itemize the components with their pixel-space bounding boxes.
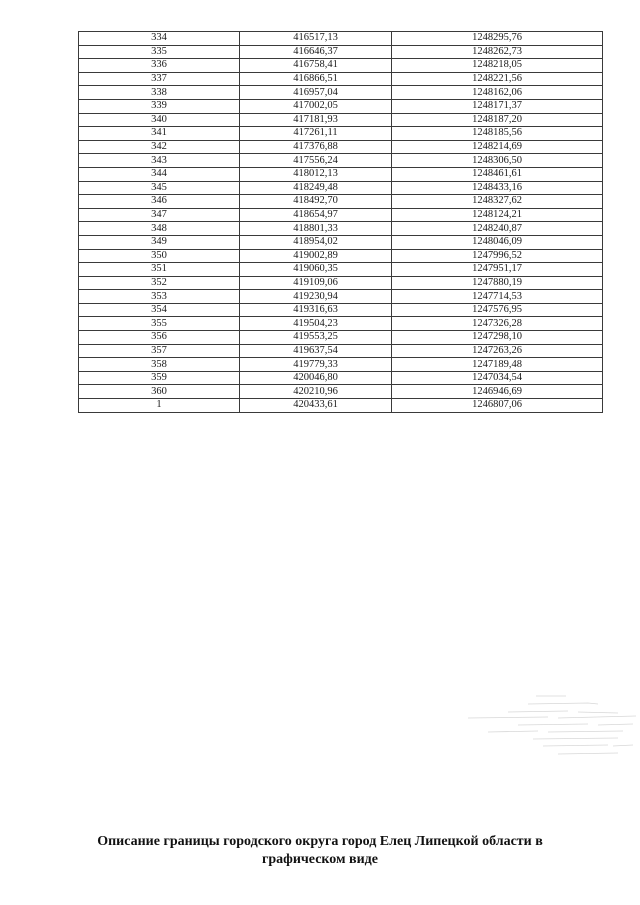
x-coordinate-cell: 419316,63 xyxy=(240,303,392,317)
x-coordinate-cell: 419637,54 xyxy=(240,344,392,358)
x-coordinate-cell: 416957,04 xyxy=(240,86,392,100)
y-coordinate-cell: 1248171,37 xyxy=(392,99,603,113)
table-row xyxy=(79,72,603,86)
point-number-cell: 358 xyxy=(79,358,240,372)
table-row xyxy=(79,181,603,195)
point-number-cell: 336 xyxy=(79,59,240,73)
y-coordinate-cell: 1247034,54 xyxy=(392,371,603,385)
y-coordinate-cell: 1247189,48 xyxy=(392,358,603,372)
y-coordinate-cell: 1248187,20 xyxy=(392,113,603,127)
point-number-cell: 340 xyxy=(79,113,240,127)
coordinates-table xyxy=(78,31,603,413)
x-coordinate-cell: 417261,11 xyxy=(240,127,392,141)
point-number-cell: 349 xyxy=(79,235,240,249)
x-coordinate-cell: 419002,89 xyxy=(240,249,392,263)
y-coordinate-cell: 1246946,69 xyxy=(392,385,603,399)
point-number-cell: 342 xyxy=(79,140,240,154)
y-coordinate-cell: 1248218,05 xyxy=(392,59,603,73)
x-coordinate-cell: 419230,94 xyxy=(240,290,392,304)
table-row xyxy=(79,235,603,249)
x-coordinate-cell: 420433,61 xyxy=(240,399,392,413)
y-coordinate-cell: 1248240,87 xyxy=(392,222,603,236)
y-coordinate-cell: 1248327,62 xyxy=(392,195,603,209)
caption-line-2: графическом виде xyxy=(262,852,378,867)
point-number-cell: 353 xyxy=(79,290,240,304)
x-coordinate-cell: 418492,70 xyxy=(240,195,392,209)
y-coordinate-cell: 1248185,56 xyxy=(392,127,603,141)
table-row xyxy=(79,276,603,290)
y-coordinate-cell: 1247951,17 xyxy=(392,263,603,277)
caption-line-1: Описание границы городского округа город Елец Липецкой области в xyxy=(97,834,543,849)
x-coordinate-cell: 416646,37 xyxy=(240,45,392,59)
x-coordinate-cell: 416517,13 xyxy=(240,32,392,46)
x-coordinate-cell: 420210,96 xyxy=(240,385,392,399)
table-row xyxy=(79,45,603,59)
x-coordinate-cell: 416758,41 xyxy=(240,59,392,73)
point-number-cell: 351 xyxy=(79,263,240,277)
point-number-cell: 352 xyxy=(79,276,240,290)
y-coordinate-cell: 1247714,53 xyxy=(392,290,603,304)
x-coordinate-cell: 420046,80 xyxy=(240,371,392,385)
point-number-cell: 357 xyxy=(79,344,240,358)
x-coordinate-cell: 419504,23 xyxy=(240,317,392,331)
table-row xyxy=(79,344,603,358)
table-row xyxy=(79,167,603,181)
point-number-cell: 338 xyxy=(79,86,240,100)
point-number-cell: 347 xyxy=(79,208,240,222)
point-number-cell: 355 xyxy=(79,317,240,331)
point-number-cell: 339 xyxy=(79,99,240,113)
point-number-cell: 350 xyxy=(79,249,240,263)
x-coordinate-cell: 418249,48 xyxy=(240,181,392,195)
y-coordinate-cell: 1248046,09 xyxy=(392,235,603,249)
x-coordinate-cell: 418012,13 xyxy=(240,167,392,181)
table-row xyxy=(79,371,603,385)
y-coordinate-cell: 1247996,52 xyxy=(392,249,603,263)
table-row xyxy=(79,290,603,304)
table-row xyxy=(79,86,603,100)
x-coordinate-cell: 417556,24 xyxy=(240,154,392,168)
table-row xyxy=(79,317,603,331)
x-coordinate-cell: 417181,93 xyxy=(240,113,392,127)
x-coordinate-cell: 419060,35 xyxy=(240,263,392,277)
point-number-cell: 341 xyxy=(79,127,240,141)
x-coordinate-cell: 417002,05 xyxy=(240,99,392,113)
table-row xyxy=(79,154,603,168)
table-row xyxy=(79,208,603,222)
table-row xyxy=(79,358,603,372)
point-number-cell: 337 xyxy=(79,72,240,86)
table-row xyxy=(79,32,603,46)
y-coordinate-cell: 1247298,10 xyxy=(392,331,603,345)
table-row xyxy=(79,59,603,73)
table-row xyxy=(79,331,603,345)
point-number-cell: 346 xyxy=(79,195,240,209)
table-row xyxy=(79,222,603,236)
x-coordinate-cell: 418801,33 xyxy=(240,222,392,236)
y-coordinate-cell: 1247263,26 xyxy=(392,344,603,358)
y-coordinate-cell: 1248221,56 xyxy=(392,72,603,86)
y-coordinate-cell: 1248162,06 xyxy=(392,86,603,100)
y-coordinate-cell: 1248262,73 xyxy=(392,45,603,59)
x-coordinate-cell: 419779,33 xyxy=(240,358,392,372)
y-coordinate-cell: 1248306,50 xyxy=(392,154,603,168)
point-number-cell: 343 xyxy=(79,154,240,168)
point-number-cell: 354 xyxy=(79,303,240,317)
table-row xyxy=(79,99,603,113)
y-coordinate-cell: 1246807,06 xyxy=(392,399,603,413)
point-number-cell: 344 xyxy=(79,167,240,181)
x-coordinate-cell: 419553,25 xyxy=(240,331,392,345)
table-row xyxy=(79,385,603,399)
point-number-cell: 334 xyxy=(79,32,240,46)
point-number-cell: 335 xyxy=(79,45,240,59)
y-coordinate-cell: 1248433,16 xyxy=(392,181,603,195)
x-coordinate-cell: 418654,97 xyxy=(240,208,392,222)
x-coordinate-cell: 417376,88 xyxy=(240,140,392,154)
table-row xyxy=(79,263,603,277)
table-row xyxy=(79,249,603,263)
table-row xyxy=(79,303,603,317)
document-caption xyxy=(60,833,580,869)
table-row xyxy=(79,399,603,413)
y-coordinate-cell: 1248214,69 xyxy=(392,140,603,154)
y-coordinate-cell: 1247576,95 xyxy=(392,303,603,317)
y-coordinate-cell: 1248124,21 xyxy=(392,208,603,222)
y-coordinate-cell: 1248461,61 xyxy=(392,167,603,181)
point-number-cell: 359 xyxy=(79,371,240,385)
point-number-cell: 356 xyxy=(79,331,240,345)
coordinates-table-body xyxy=(79,32,603,413)
x-coordinate-cell: 416866,51 xyxy=(240,72,392,86)
table-row xyxy=(79,195,603,209)
table-row xyxy=(79,140,603,154)
y-coordinate-cell: 1248295,76 xyxy=(392,32,603,46)
y-coordinate-cell: 1247880,19 xyxy=(392,276,603,290)
y-coordinate-cell: 1247326,28 xyxy=(392,317,603,331)
table-row xyxy=(79,113,603,127)
point-number-cell: 345 xyxy=(79,181,240,195)
faint-stamp-marks xyxy=(448,694,638,764)
x-coordinate-cell: 418954,02 xyxy=(240,235,392,249)
point-number-cell: 1 xyxy=(79,399,240,413)
point-number-cell: 348 xyxy=(79,222,240,236)
table-row xyxy=(79,127,603,141)
x-coordinate-cell: 419109,06 xyxy=(240,276,392,290)
point-number-cell: 360 xyxy=(79,385,240,399)
